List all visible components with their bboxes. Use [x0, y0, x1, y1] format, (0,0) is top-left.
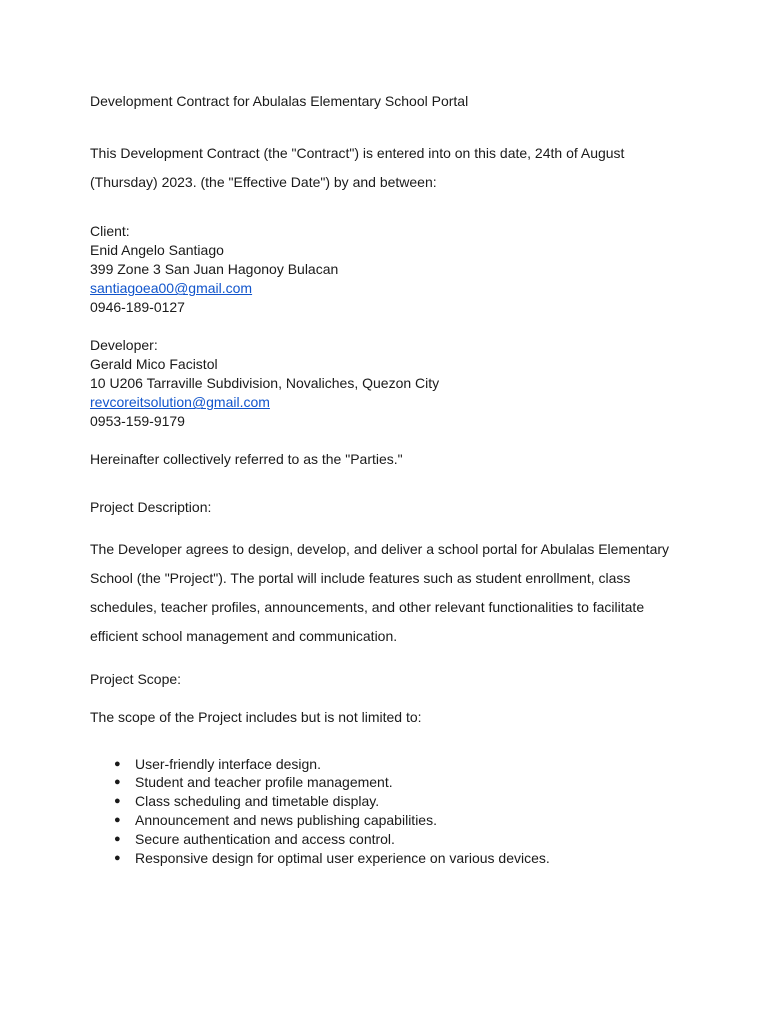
project-scope-heading: Project Scope: — [90, 670, 182, 687]
bullet-icon: ● — [114, 813, 121, 826]
document-body — [90, 91, 690, 867]
developer-address: 10 U206 Tarraville Subdivision, Novaliches, Quezon City — [90, 375, 440, 392]
client-address: 399 Zone 3 San Juan Hagonoy Bulacan — [90, 261, 339, 278]
list-item — [90, 830, 690, 849]
client-block — [90, 222, 690, 317]
developer-phone: 0953-159-9179 — [90, 413, 185, 430]
developer-label: Developer: — [90, 337, 158, 354]
list-item — [90, 811, 690, 830]
contract-intro: This Development Contract (the "Contract") is entered into on this date, 24th of August (Thursday) 2023. (the "Effective Date") by and between: — [90, 145, 625, 190]
list-item — [90, 773, 690, 792]
list-item-text: Student and teacher profile management. — [135, 774, 393, 791]
bullet-icon: ● — [114, 851, 121, 864]
list-item — [90, 792, 690, 811]
project-description-text: The Developer agrees to design, develop, and deliver a school portal for Abulalas Elementary School (the "Project"). The portal will include features such as student enrollment, class schedules, teacher profiles, announcements, and other relevant functionalities to facilitate efficient school management and communication. — [90, 541, 670, 644]
developer-email-link[interactable]: revcoreitsolution@gmail.com — [90, 394, 270, 411]
list-item — [90, 849, 690, 868]
developer-block — [90, 336, 690, 431]
list-item-text: Announcement and news publishing capabilities. — [135, 811, 437, 828]
scope-list — [90, 755, 690, 868]
parties-note: Hereinafter collectively referred to as the "Parties." — [90, 451, 403, 468]
client-name: Enid Angelo Santiago — [90, 242, 224, 259]
client-phone: 0946-189-0127 — [90, 299, 185, 316]
bullet-icon: ● — [114, 757, 121, 770]
developer-name: Gerald Mico Facistol — [90, 356, 218, 373]
list-item-text: User-friendly interface design. — [135, 755, 321, 772]
list-item-text: Responsive design for optimal user experience on various devices. — [135, 849, 550, 866]
project-description-heading: Project Description: — [90, 499, 212, 516]
list-item-text: Class scheduling and timetable display. — [135, 793, 380, 810]
list-item — [90, 755, 690, 774]
bullet-icon: ● — [114, 795, 121, 808]
list-item-text: Secure authentication and access control. — [135, 830, 395, 847]
project-scope-intro: The scope of the Project includes but is not limited to: — [90, 708, 422, 725]
bullet-icon: ● — [114, 776, 121, 789]
client-email-link[interactable]: santiagoea00@gmail.com — [90, 280, 253, 297]
document-title: Development Contract for Abulalas Elementary School Portal — [90, 93, 469, 109]
bullet-icon: ● — [114, 832, 121, 845]
client-label: Client: — [90, 223, 130, 240]
